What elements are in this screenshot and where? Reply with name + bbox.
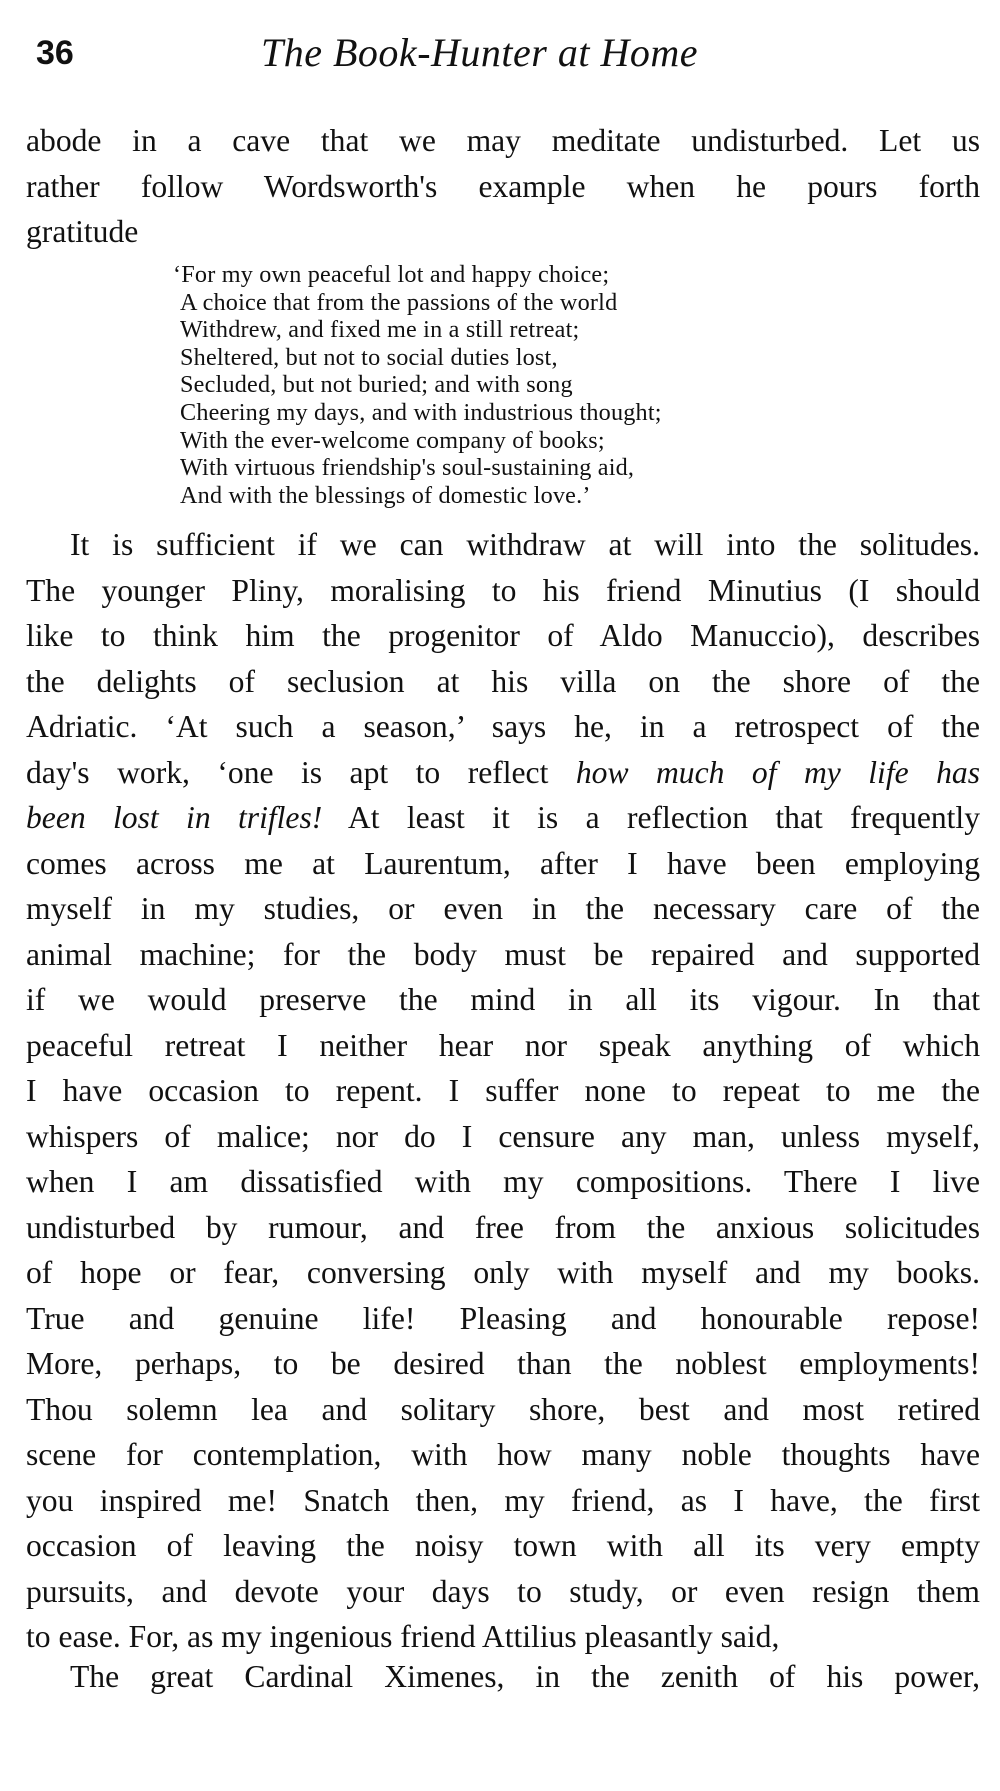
text-line: comes across me at Laurentum, after I have been employing — [26, 845, 980, 881]
text-line: Thou solemn lea and solitary shore, best and most retired — [26, 1391, 980, 1427]
poem-line: And with the blessings of domestic love.’ — [180, 481, 591, 509]
text-line: undisturbed by rumour, and free from the anxious solicitudes — [26, 1209, 980, 1245]
book-title: The Book-Hunter at Home — [261, 30, 698, 75]
text-line: The younger Pliny, moralising to his friend Minutius (I should — [26, 572, 980, 608]
page-number: 36 — [36, 34, 74, 72]
text-line: True and genuine life! Pleasing and honourable repose! — [26, 1300, 980, 1336]
poem-quotation — [173, 261, 820, 509]
ximenes-paragraph — [26, 1654, 980, 1700]
italic-phrase: been lost in trifles! — [26, 800, 323, 835]
running-head — [36, 28, 984, 78]
text-line — [26, 795, 980, 841]
text-line: occasion of leaving the noisy town with all its very empty — [26, 1528, 980, 1563]
line-text: day's work, ‘one is apt to reflect — [26, 754, 576, 790]
poem-line: A choice that from the passions of the world — [180, 288, 618, 316]
poem-line: With virtuous friendship's soul-sustaining aid, — [180, 454, 635, 482]
poem-line: ‘For my own peaceful lot and happy choice; — [173, 261, 610, 288]
text-line: scene for contemplation, with how many noble thoughts have — [26, 1437, 980, 1472]
text-line: peaceful retreat I neither hear nor speak anything of which — [26, 1027, 980, 1063]
poem-line: With the ever-welcome company of books; — [180, 426, 605, 454]
text-line: to ease. For, as my ingenious friend Attilius pleasantly said, — [26, 1619, 780, 1654]
text-line: whispers of malice; nor do I censure any man, unless myself, — [26, 1118, 980, 1154]
text-line: myself in my studies, or even in the necessary care of the — [26, 891, 980, 926]
text-line: the delights of seclusion at his villa on the shore of the — [26, 663, 980, 699]
poem-line: Secluded, but not buried; and with song — [180, 371, 573, 399]
text-line: animal machine; for the body must be repaired and supported — [26, 936, 980, 972]
intro-paragraph — [26, 118, 980, 255]
text-line: The great Cardinal Ximenes, in the zenith of his power, — [70, 1659, 980, 1694]
text-line: It is sufficient if we can withdraw at will into the solitudes. — [70, 527, 980, 562]
text-line: abode in a cave that we may meditate undisturbed. Let us — [26, 123, 980, 158]
text-line: More, perhaps, to be desired than the noblest employments! — [26, 1346, 980, 1381]
text-line: I have occasion to repent. I suffer none to repeat to me the — [26, 1073, 980, 1108]
text-line: Adriatic. ‘At such a season,’ says he, in a retrospect of the — [26, 709, 980, 744]
text-line: pursuits, and devote your days to study, or even resign them — [26, 1573, 980, 1609]
text-line: gratitude — [26, 214, 139, 249]
poem-line: Cheering my days, and with industrious thought; — [180, 398, 662, 426]
poem-line: Withdrew, and fixed me in a still retreat; — [180, 316, 580, 344]
text-line: if we would preserve the mind in all its vigour. In that — [26, 982, 980, 1017]
line-text: At least it is a reflection that frequently — [322, 800, 980, 835]
text-line: of hope or fear, conversing only with myself and my books. — [26, 1255, 980, 1290]
text-line: like to think him the progenitor of Aldo Manuccio), describes — [26, 618, 980, 653]
italic-phrase: how much of my life has — [575, 754, 980, 790]
text-line: you inspired me! Snatch then, my friend, as I have, the first — [26, 1482, 980, 1518]
pliny-paragraph — [26, 522, 980, 1660]
text-line — [26, 750, 980, 796]
poem-line: Sheltered, but not to social duties lost, — [180, 343, 558, 371]
text-line: rather follow Wordsworth's example when he pours forth — [26, 168, 980, 204]
text-line: when I am dissatisfied with my compositions. There I live — [26, 1164, 980, 1199]
